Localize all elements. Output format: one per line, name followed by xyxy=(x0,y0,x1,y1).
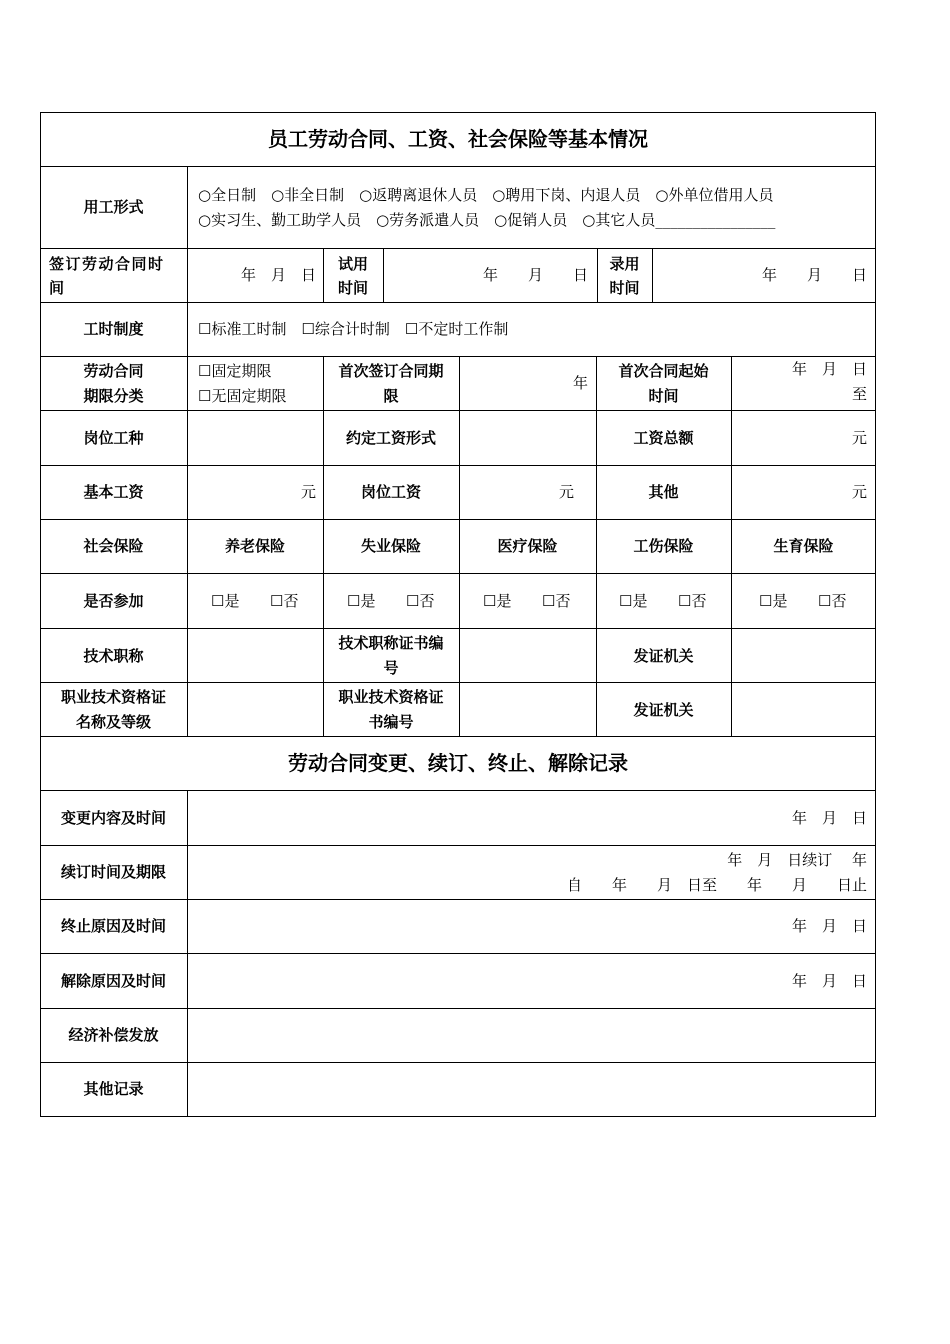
employment-form-options-line2[interactable]: ○实习生、勤工助学人员 ○劳务派遣人员 ○促销人员 ○其它人员________________ xyxy=(198,211,776,229)
term-label-l2: 期限分类 xyxy=(83,387,144,405)
insurance-injury: 工伤保险 xyxy=(633,537,694,555)
sign-date-label-l2: 间 xyxy=(49,279,65,297)
vocational-cert-no-l1: 职业技术资格证 xyxy=(338,688,444,706)
vocational-label-l2: 名称及等级 xyxy=(75,713,151,731)
row-divider xyxy=(40,953,876,954)
sign-date-value[interactable]: 年 月 日 xyxy=(240,266,316,284)
first-start-to: 至 xyxy=(851,385,867,403)
term-fixed-checkbox[interactable]: ☐固定期限 xyxy=(198,362,272,380)
renew-label: 续订时间及期限 xyxy=(60,863,166,881)
change-date[interactable]: 年 月 日 xyxy=(791,809,867,827)
term-unfixed-checkbox[interactable]: ☐无固定期限 xyxy=(198,387,287,405)
first-start-value[interactable]: 年 月 日 xyxy=(791,360,867,378)
injury-no-checkbox[interactable]: ☐否 xyxy=(678,592,707,610)
term-label-l1: 劳动合同 xyxy=(83,362,144,380)
join-label: 是否参加 xyxy=(83,592,144,610)
row-divider xyxy=(40,1008,876,1009)
row-divider xyxy=(40,356,876,357)
total-wage-label: 工资总额 xyxy=(633,429,694,447)
renew-line1[interactable]: 年 月 日续订 年 xyxy=(727,851,867,869)
insurance-medical: 医疗保险 xyxy=(497,537,558,555)
pension-yes-checkbox[interactable]: ☐是 xyxy=(211,592,240,610)
row-divider xyxy=(40,573,876,574)
first-term-value[interactable]: 年 xyxy=(572,374,588,392)
col-divider xyxy=(187,166,188,736)
compensation-label: 经济补偿发放 xyxy=(68,1026,159,1044)
employment-form-options-line1[interactable]: ○全日制 ○非全日制 ○返聘离退休人员 ○聘用下岗、内退人员 ○外单位借用人员 xyxy=(198,186,774,204)
row-divider xyxy=(40,790,876,791)
row-divider xyxy=(40,519,876,520)
hire-label-l1: 录用 xyxy=(609,255,640,273)
vocational-label-l1: 职业技术资格证 xyxy=(60,688,166,706)
unemployment-yes-checkbox[interactable]: ☐是 xyxy=(347,592,376,610)
title-cert-no-label-l1: 技术职称证书编 xyxy=(338,634,444,652)
row-divider xyxy=(40,845,876,846)
total-wage-unit: 元 xyxy=(851,429,867,447)
pension-no-checkbox[interactable]: ☐否 xyxy=(270,592,299,610)
maternity-yes-checkbox[interactable]: ☐是 xyxy=(759,592,788,610)
row-divider xyxy=(40,410,876,411)
sign-date-label-l1: 签订劳动合同时 xyxy=(49,255,165,273)
employment-form-label: 用工形式 xyxy=(83,198,144,216)
form-title: 员工劳动合同、工资、社会保险等基本情况 xyxy=(268,127,648,151)
post-wage-label: 岗位工资 xyxy=(360,483,421,501)
terminate-label: 终止原因及时间 xyxy=(60,917,166,935)
position-label: 岗位工种 xyxy=(83,429,144,447)
first-start-label-l1: 首次合同起始 xyxy=(618,362,709,380)
row-divider xyxy=(40,628,876,629)
probation-value[interactable]: 年 月 日 xyxy=(482,266,588,284)
col-divider xyxy=(187,790,188,1117)
work-hours-options[interactable]: ☐标准工时制 ☐综合计时制 ☐不定时工作制 xyxy=(198,320,509,338)
hire-label-l2: 时间 xyxy=(609,279,640,297)
medical-no-checkbox[interactable]: ☐否 xyxy=(542,592,571,610)
work-hours-label: 工时制度 xyxy=(83,320,144,338)
renew-line2[interactable]: 自 年 月 日至 年 月 日止 xyxy=(566,876,867,894)
vocational-cert-no-l2: 书编号 xyxy=(368,713,414,731)
post-wage-unit: 元 xyxy=(558,483,574,501)
probation-label-l1: 试用 xyxy=(337,255,368,273)
title-cert-issuer-label: 发证机关 xyxy=(633,647,694,665)
medical-yes-checkbox[interactable]: ☐是 xyxy=(483,592,512,610)
first-start-label-l2: 时间 xyxy=(648,387,679,405)
row-divider xyxy=(40,682,876,683)
row-divider xyxy=(40,465,876,466)
row-divider xyxy=(40,166,876,167)
probation-label-l2: 时间 xyxy=(337,279,368,297)
col-divider xyxy=(652,248,653,302)
title-cert-no-label-l2: 号 xyxy=(383,659,399,677)
vocational-issuer-label: 发证机关 xyxy=(633,701,694,719)
base-wage-unit: 元 xyxy=(300,483,316,501)
dissolve-label: 解除原因及时间 xyxy=(60,972,166,990)
row-divider xyxy=(40,736,876,737)
injury-yes-checkbox[interactable]: ☐是 xyxy=(619,592,648,610)
hire-value[interactable]: 年 月 日 xyxy=(761,266,867,284)
insurance-maternity: 生育保险 xyxy=(773,537,834,555)
other-records-label: 其他记录 xyxy=(83,1080,144,1098)
row-divider xyxy=(40,899,876,900)
insurance-unemployment: 失业保险 xyxy=(360,537,421,555)
unemployment-no-checkbox[interactable]: ☐否 xyxy=(406,592,435,610)
other-wage-label: 其他 xyxy=(648,483,679,501)
title-cert-label: 技术职称 xyxy=(83,647,144,665)
insurance-label: 社会保险 xyxy=(83,537,144,555)
records-title: 劳动合同变更、续订、终止、解除记录 xyxy=(288,751,628,775)
first-term-label-l2: 限 xyxy=(383,387,399,405)
row-divider xyxy=(40,248,876,249)
change-label: 变更内容及时间 xyxy=(60,809,166,827)
insurance-pension: 养老保险 xyxy=(224,537,285,555)
row-divider xyxy=(40,1062,876,1063)
terminate-date[interactable]: 年 月 日 xyxy=(791,917,867,935)
row-divider xyxy=(40,302,876,303)
col-divider xyxy=(383,248,384,302)
base-wage-label: 基本工资 xyxy=(83,483,144,501)
maternity-no-checkbox[interactable]: ☐否 xyxy=(818,592,847,610)
wage-form-label: 约定工资形式 xyxy=(345,429,436,447)
first-term-label-l1: 首次签订合同期 xyxy=(338,362,444,380)
other-wage-unit: 元 xyxy=(851,483,867,501)
table-border xyxy=(40,112,876,1117)
dissolve-date[interactable]: 年 月 日 xyxy=(791,972,867,990)
